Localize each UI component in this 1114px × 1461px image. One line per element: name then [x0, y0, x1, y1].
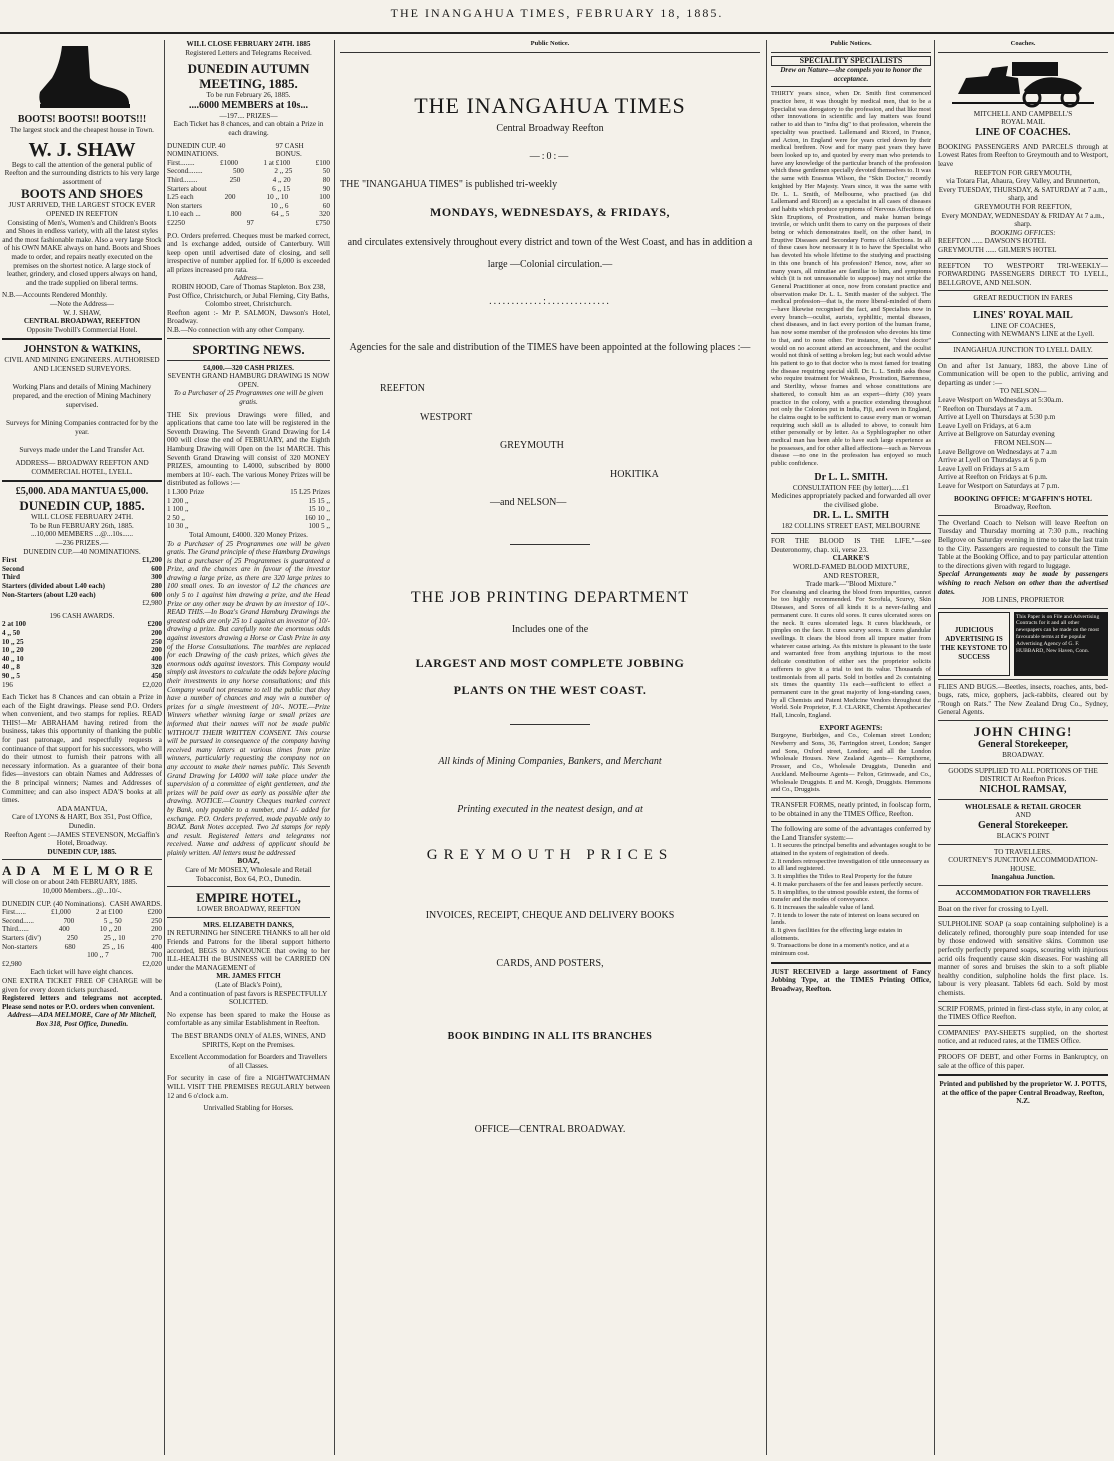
table-row: 2 50 ,, 160 10 ,, — [167, 513, 330, 522]
shaw-intro: Begs to call the attention of the general public of Reefton and the surrounding districts to his very large assortment of — [4, 160, 160, 186]
c5-courtney: COURTNEY'S JUNCTION ACCOMMODATION-HOUSE. — [948, 856, 1098, 873]
c3-jp-sub: Includes one of the — [511, 623, 589, 635]
empire-title: EMPIRE HOTEL, — [196, 890, 301, 906]
table-row: Starters (divided about L40 each) 280 — [2, 581, 162, 590]
c5-to-nelson: TO NELSON— — [999, 387, 1047, 396]
melmore: ADA MELMORE — [2, 863, 158, 879]
table-row: 1 100 ,, 15 10 ,, — [167, 505, 330, 514]
jw-p2: Surveys for Mining Companies contracted for by the year. — [6, 419, 158, 436]
c5-gen: General Storekeeper. — [978, 820, 1068, 832]
c4-title: SPECIALITY SPECIALISTS — [771, 56, 931, 67]
c2-title: DUNEDIN AUTUMN MEETING, 1885. — [187, 61, 310, 92]
ada-head: £5,000. ADA MANTUA £5,000. — [15, 486, 149, 498]
jw-sub: CIVIL AND MINING ENGINEERS. AUTHORISED AND LICENSED SURVEYORS. — [4, 356, 160, 373]
c2-cup-body: P.O. Orders preferred. Cheques must be marked correct, and 1s exchange added, outside of Canterbury. Will keep open until advertised date of closing, and sell irrespective of number applied for. If 6,000 is exceeded all prizes increased pro rata. — [167, 231, 330, 274]
c5-g2r-body: Every MONDAY, WEDNESDAY & FRIDAY At 7 a.m., sharp. — [941, 211, 1105, 229]
list-item: Arrive at Lyell on Thursdays at 6 p.m — [938, 456, 1047, 465]
c5-lines-conn: Connecting with NEWMAN'S LINE at the Lyell. — [951, 330, 1095, 339]
table-row: First...... £1,000 2 at £100 £200 — [2, 908, 162, 917]
table-row: 40 ,, 8 320 — [2, 663, 162, 672]
c5-accom: ACCOMMODATION FOR TRAVELLERS — [955, 889, 1091, 897]
c4-smith2: DR. L. L. SMITH — [812, 509, 890, 521]
table-row: First........ £1000 1 at £100 £100 — [167, 158, 330, 167]
c2-prizes: —197.... PRIZES— — [219, 111, 278, 120]
c3-jp-cards: CARDS, AND POSTERS, — [496, 958, 604, 970]
c5-joblines: JOB LINES, PROPRIETOR — [981, 596, 1065, 605]
dc-care: Care of LYONS & HART, Box 351, Post Office, Dunedin. — [11, 813, 153, 830]
sp-body: THE Six previous Drawings were filled, and applications that came too late will be registered in the Seventh Drawing. The Seventh Grand Drawing for L4 000 will close the end of FEBRUARY, and the Eighth Hamburg Drawing will Open on the 1st MARCH. This Seventh Grand Drawing will consist of 320 MONEY PRIZES, amounting to L4000, subscribed by 8000 members at 10/- each. The various Money Prizes will be distributed as follows :— — [167, 410, 330, 488]
mm-chances: Each ticket will have eight chances. — [30, 968, 134, 977]
c4-tm: Trade mark—"Blood Mixture." — [805, 580, 897, 589]
c4-tr-list — [771, 842, 931, 958]
c4-restorer: AND RESTORER, — [823, 571, 879, 580]
c5-reduction: GREAT REDUCTION IN FARES — [973, 294, 1073, 303]
list-item: Leave Westport on Wednesdays at 5:30a.m. — [938, 396, 1064, 405]
fitch-title: MR. JAMES FITCH — [216, 972, 281, 981]
c5-sulph: SULPHOLINE SOAP (a soap containing sulpholine) is a delicately refined, thoroughly pure soap intended for use by those endowed with sensitive skins. Common use perfectly perfectly prepared soaps, scouring with injurious acrid oils frequently cause skin diseases. For washing all manner of sores and bruises the skin to a soft pliable healthy condition, sulpholine holds the first place. 1s. labour is very pleasant. Tablets 6d each. Sold by most chemists. — [938, 920, 1108, 997]
shaw-addr2: CENTRAL BROADWAY, REEFTON — [23, 317, 141, 326]
table-row: Non starters 10 ,, 6 60 — [167, 201, 330, 210]
c3-jp-bind: BOOK BINDING IN ALL ITS BRANCHES — [447, 1030, 653, 1042]
c5-blacks: BLACK'S POINT — [996, 832, 1050, 841]
list-item: 3. It simplifies the Titles to Real Property for the future — [771, 873, 913, 881]
c2-addr: ROBIN HOOD, Care of Thomas Stapleton. Box 238, Post Office, Christchurch, or Jubal Fleming, City Baths, Colombo street, Christchurch. — [167, 283, 330, 309]
c5-scrip: SCRIP FORMS, printed in first-class style, in any color, at the TIMES Office Reefton. — [938, 1004, 1108, 1022]
table-row: £2,980 £2,020 — [2, 959, 162, 968]
c3-circ: and circulates extensively throughout every district and town of the West Coast, and has in addition a large —Colonial circulation.— — [347, 237, 753, 271]
fitch-p3: The BEST BRANDS ONLY of ALES, WINES, AND SPIRITS, Kept on the Premises. — [171, 1031, 326, 1049]
list-item: " Reefton on Thursdays at 7 a.m. — [938, 404, 1033, 413]
table-row: L25 each 200 10 ,, 10 100 — [167, 193, 330, 202]
sp-sign: BOAZ, — [237, 857, 260, 866]
list-item: 4. It make purchasers of the fee and leases perfectly secure. — [771, 880, 923, 888]
list-item: 5. It simplifies, to the utmost possible extent, the forms of transfer and the modes of conveyance. — [771, 888, 919, 904]
c5-lines-sub: LINE OF COACHES, — [990, 321, 1056, 330]
list-item: 8. It gives facilities for the effecting large estates in allotments. — [771, 927, 903, 942]
c5-overland: The Overland Coach to Nelson will leave Reefton on Tuesday and Thursday morning at 7:30 p.m., reaching Bellgrove on Saturday evening in time to take the last train to the City. Passengers are requested to consult the Time Table at the Booking Office, and to pay particular attention to the directions given with regard to luggage. — [938, 518, 1108, 570]
table-row: Second...... 700 5 ,, 50 250 — [2, 916, 162, 925]
dc-run: To be Run FEBRUARY 26th, 1885. — [30, 521, 134, 530]
table-row: 1 200 ,, 15 15 ,, — [167, 496, 330, 505]
list-item: Leave Lyell on Fridays, at 6 a.m — [938, 421, 1032, 430]
c3-loc3: GREYMOUTH — [500, 440, 564, 452]
mm-head: DUNEDIN CUP. (40 Nominations). CASH AWARDS. — [2, 899, 162, 908]
boots-title: BOOTS! BOOTS!! BOOTS!!! — [17, 114, 147, 125]
dc-table — [2, 556, 162, 608]
masthead: THE INANGAHUA TIMES, FEBRUARY 18, 1885. — [390, 6, 724, 20]
list-item: 2. It renders retrospective investigation of title unnecessary as to all land registered. — [771, 857, 930, 873]
c4-smith: Dr L. L. SMITH. — [814, 471, 888, 483]
c5-jan: On and after 1st January, 1883, the above Line of Communication will be open to the public, arriving and departing as under :— — [938, 361, 1108, 387]
column-4 — [771, 40, 931, 1455]
table-row: £2250 97 £750 — [167, 218, 330, 227]
c2-close: WILL CLOSE FEBRUARY 24TH. 1885 — [186, 40, 311, 48]
c5-ching-sub: General Storekeeper, — [978, 739, 1068, 751]
table-row: 4 ,, 50 200 — [2, 628, 162, 637]
column-divider — [334, 40, 335, 1455]
c4-blood: FOR THE BLOOD IS THE LIFE."—see Deuteronomy, chap. xii, verse 23. — [771, 537, 931, 554]
jw-p3: Surveys made under the Land Transfer Act. — [19, 446, 145, 455]
fitch-body: And a continuation of past favors is RESPECTFULLY SOLICITED. — [169, 989, 328, 1007]
jw-addr: ADDRESS— BROADWAY REEFTON AND COMMERCIAL HOTEL, LYELL. — [15, 459, 149, 476]
danks-body: IN RETURNING her SINCERE THANKS to all her old Friends and Patrons for the liberal support hitherto accorded, BEGS to ANNOUNCE that owing to her ILL-HEALTH the BUSINESS will be CARRIED ON under the MANAGEMENT of — [167, 929, 330, 972]
dc-prizes: —236 PRIZES.— — [55, 539, 109, 547]
c3-jp-big: LARGEST AND MOST COMPLETE JOBBING — [415, 655, 685, 670]
table-row: L10 each ... 800 64 ,, 5 320 — [167, 210, 330, 219]
table-row: Non-Starters (about L20 each) 600 — [2, 590, 162, 599]
c5-times2 — [938, 448, 1108, 491]
column-divider — [766, 40, 767, 1455]
list-item: 1. It secures the principal benefits and advantages sought to be attained in the system of registration of deeds. — [771, 842, 931, 858]
dc-sign: ADA MANTUA, — [56, 804, 108, 813]
c2-run: To be run February 26, 1885. — [206, 91, 291, 100]
c5-paper: This Paper is on File and Advertising Contracts for it and all other newspapers can be made on the most favourable terms at the popular Advertising Agency of G. F. HUBBARD, New Haven, Conn. — [1014, 612, 1108, 676]
mm-addr: Address—ADA MELMORE, Care of Mr Mitchell, Box 318, Post Office, Dunedin. — [7, 1011, 157, 1028]
table-row: 40 ,, 10 400 — [2, 654, 162, 663]
shaw-addr3: Opposite Twohill's Commercial Hotel. — [26, 325, 138, 334]
c5-times1 — [938, 396, 1108, 439]
c4-addr: 182 COLLINS STREET EAST, MELBOURNE — [781, 521, 921, 530]
c5-from-nelson: FROM NELSON— — [994, 439, 1052, 447]
shaw-addr1: W. J. SHAW, — [63, 308, 101, 317]
list-item: Arrive at Bellgrove on Saturday evening — [938, 430, 1055, 439]
c3-header: Public Notice. — [530, 40, 570, 47]
dc-awards-table — [2, 620, 162, 689]
c3-jp-office: OFFICE—CENTRAL BROADWAY. — [474, 1123, 626, 1135]
table-row: 196 £2,020 — [2, 680, 162, 689]
c3-sub: Central Broadway Reefton — [496, 122, 604, 134]
dc-nom: DUNEDIN CUP.—40 NOMINATIONS. — [23, 547, 141, 556]
table-row: First £1,200 — [2, 556, 162, 565]
fitch-p4: Excellent Accommodation for Boarders and Travellers of all Classes. — [169, 1053, 328, 1070]
shaw-arrived: JUST ARRIVED, THE LARGEST STOCK EVER OPENED IN REEFTON — [8, 201, 156, 218]
c5-goods: GOODS SUPPLIED TO ALL PORTIONS OF THE DISTRICT At Reefton Prices. — [948, 766, 1098, 784]
c2-tickets: Each Ticket has 8 chances, and can obtain a Prize in each drawing. — [173, 120, 324, 137]
c3-loc1: REEFTON — [380, 382, 425, 394]
c4-transfer: TRANSFER FORMS, neatly printed, in foolscap form, to be obtained in any the TIMES Office, Reefton. — [771, 800, 931, 818]
c4-fee: CONSULTATION FEE (by letter)......£1 — [792, 483, 910, 492]
c2-members: ....6000 MEMBERS at 10s... — [189, 99, 308, 111]
boot-icon — [32, 44, 132, 110]
table-row: Third........ 250 4 ,, 20 80 — [167, 175, 330, 184]
c4-mixture: WORLD-FAMED BLOOD MIXTURE, — [792, 562, 910, 571]
c5-proofs: PROOFS OF DEBT, and other Forms in Bankruptcy, on sale at the office of this paper. — [938, 1052, 1108, 1070]
dc-members: ...10,000 MEMBERS ...@...10s...... — [30, 530, 134, 539]
list-item: Leave Lyell on Fridays at 5 a.m — [938, 464, 1030, 473]
c5-bo: BOOKING OFFICE: M'GAFFIN'S HOTEL — [954, 494, 1092, 503]
fitch-p2: No expense has been spared to make the House as comfortable as any similar Establishment in Reefton. — [167, 1010, 330, 1028]
c3-loc2: WESTPORT — [420, 411, 473, 423]
sp-total: Total Amount, £4000. 320 Money Prizes. — [189, 530, 308, 539]
table-row: 2 at 100 £200 — [2, 620, 162, 629]
shaw-note: —Note the Address— — [50, 299, 114, 308]
list-item: Leave Bellgrove on Wednesdays at 7 a.m — [938, 447, 1057, 456]
list-item: Arrive at Reefton on Fridays at 6 p.m. — [938, 473, 1048, 482]
column-5 — [938, 40, 1108, 1455]
table-row: Third...... 400 10 ,, 20 200 — [2, 925, 162, 934]
table-row: £2,980 — [142, 599, 162, 608]
c3-jp-invoices: INVOICES, RECEIPT, CHEQUE AND DELIVERY BOOKS — [425, 909, 675, 921]
c3-jp-prices: GREYMOUTH PRICES — [426, 847, 674, 864]
column-divider — [164, 40, 165, 1455]
c5-flies: FLIES AND BUGS.—Beetles, insects, roaches, ants, bed-bugs, rats, mice, gophers, jack-rabbits, cleared out by "Rough on Rats." The New Zealand Drug Co., Sydney, General Agents. — [938, 682, 1108, 717]
dc-close: WILL CLOSE FEBRUARY 24TH. — [30, 513, 134, 522]
c5-ad-row — [938, 612, 1108, 676]
c3-dots2: ............:.............. — [489, 296, 611, 308]
fitch-p6: Unrivalled Stabling for Horses. — [203, 1104, 294, 1113]
sp-care: Care of Mr MOSELY, Wholesale and Retail Tobacconist, Box 64, P.O., Dunedin. — [185, 866, 312, 883]
list-item: 9. Transactions be done in a moment's notice, and at a minimum cost. — [771, 942, 909, 958]
c3-title: THE INANGAHUA TIMES — [414, 92, 686, 118]
c5-r2g-body: via Totara Flat, Ahaura, Grey Valley, and Brunnerton, Every TUESDAY, THURSDAY, & SATURDAY at 7 a.m., sharp, and — [938, 177, 1108, 203]
c4-export-body: Burgoyne, Burbidges, and Co., Coleman street London; Newberry and Sons, 36, Farringdon street, London; Sanger and Sons, Oxford street, London; and all the London Wholesale Houses. New Zealand Agents— Kempthorne, Prosser, and Co., Wholesale Druggists, Dunedin and Auckland. Melbourne Agents— Felton, Grimwade, and Co., Wholesale Druggists. E and M. Keogh, Druggists. Hemmons and Co., Druggists. — [771, 732, 931, 794]
dc2-title: DUNEDIN CUP, 1885. — [47, 847, 117, 856]
c5-bo-sub: Broadway, Reefton. — [994, 503, 1052, 512]
sp-body2: To a Purchaser of 25 Programmes one will be given gratis. The Grand principle of these Hamburg Drawings is that a purchaser of 25 Programmes is guaranteed a Prize, and the chances are in favour of the investor drawing a large prize, as there are 320 large prizes to 100 small ones. To an investor of L2 the chances are only 5 to 1 against him drawing a prize, and the Head Prize or any other may be drawn by an investor of 10/-. READ THIS.—In Boaz's Grand Hamburg Drawings the greatest odds are only 25 to 1 against an investor of 10/- drawing a prize. But carefully note the enormous odds against investors drawing a Horse or Cash Prize in any of the Horse Consultations. The marbles are replaced for each Drawing of the cash prizes, which gives the enormous odds against investors. This Company would simply ask investors to calculate the odds before placing their investments in any horse consultations; and this Company would not presume to tell the public that they have a number of chances and may win a number of prizes for a single investment of 10/-. NOTE.—Prize Winners whether winning large or small prizes are informed that their names will not be made public WITHOUT THEIR WRITTEN CONSENT. This course will be pursued in consequence of the company having received many letters at various times from prize winners, particularly requesting the company not on any account to make their names public. This Seventh Grand Drawing for L4000 will take place under the supervision of a committee of eight gentlemen, and the prizes will be paid over as early as possible after the drawing. NOTICE.—Country Cheques marked correct by Bank, only payable to a number, and 1/- added for exchange. P.O. Orders preferred, made payable only to BOAZ. Bank Notes accepted. Two 2d stamps for reply and result. Registered letters and telegrams not received. Name and address of applicant should be plainly written. All letters must be addressed — [167, 539, 330, 857]
c4-cl-body: For cleansing and clearing the blood from impurities, cannot be too highly recommended. For Scrofula, Scurvy, Skin Diseases, and Sores of all kinds it is a never-failing and permanent cure. It cures old sores. It cures ulcerated sores on the neck. It cures ulcerated legs. It cures blackheads, or pimples on the face. It cures scurvy sores. It cures glandular swellings. It clears the blood from all impure matter from whatever cause arising. As this mixture is pleasant to the taste and warranted free from anything injurious to the most delicate constitution of either sex the proprietor solicits sufferers to give it a trial to test its value. Thousands of testimonials from all parts. Sold in bottles and 2s containing six times the quantity 11s each—sufficient to effect a permanent cure in the great majority of long-standing cases, by all Chemists and Patent Medicine Vendors throughout the World. Sole Proprietor, F. J. CLARKE, Chemist Apothecaries' Hall, Lincoln, England. — [771, 588, 931, 720]
dc-agent: Reefton Agent :—JAMES STEVENSON, McGaffin's Hotel, Broadway. — [4, 830, 160, 848]
mm-reg: Registered letters and telegrams not accepted. Please send notes or P.O. orders when convenient. — [2, 994, 162, 1011]
c5-book-r: REEFTON ...... DAWSON'S HOTEL — [938, 237, 1047, 246]
shaw-nb: N.B.—Accounts Rendered Monthly. — [2, 291, 108, 300]
mm-extra: ONE EXTRA TICKET FREE OF CHARGE will be given for every dozen tickets purchased. — [2, 976, 162, 994]
c3-dots1: —:0:— — [529, 151, 571, 163]
c4-tr-intro: The following are some of the advantages conferred by the Land Transfer system:— — [771, 825, 931, 842]
c5-special: Special Arrangements may be made by passengers wishing to reach Nelson on other than the advertised dates. — [938, 570, 1108, 596]
c5-book-off: BOOKING OFFICES: — [990, 228, 1056, 237]
c5-ching: JOHN CHING! — [973, 724, 1073, 740]
keystone-badge: JUDICIOUS ADVERTISING IS THE KEYSTONE TO SUCCESS — [938, 612, 1010, 676]
jw-p1: Working Plans and details of Mining Machinery prepared, and the erection of Mining Machinery supervised. — [12, 383, 152, 409]
dc-awards: 196 CASH AWARDS. — [49, 611, 115, 620]
c5-r2g: REEFTON FOR GREYMOUTH, — [974, 168, 1072, 177]
c2-cup-head: DUNEDIN CUP. 40 NOMINATIONS. 97 CASH BONUS. — [167, 141, 304, 159]
c5-booking: BOOKING PASSENGERS AND PARCELS through at Lowest Rates from Reefton to Greymouth and to Westport, leave — [938, 142, 1108, 168]
fitch-p5: For security in case of fire a NIGHTWATCHMAN WILL VISIT THE PREMISES REGULARLY between 12 and 6 o'clock a.m. — [167, 1074, 330, 1100]
table-row: Third 300 — [2, 573, 162, 582]
c2-agent: Reefton agent :- Mr P. SALMON, Dawson's Hotel, Broadway. — [167, 308, 330, 326]
danks-title: MRS. ELIZABETH DANKS, — [203, 920, 294, 929]
sp-table — [167, 488, 330, 531]
c5-printed: Printed and published by the proprietor W. J. POTTS, at the office of the paper Central Broadway, Reefton, N.Z. — [939, 1080, 1107, 1106]
c5-ching-bw: BROADWAY. — [1002, 751, 1044, 760]
c3-loc4: HOKITIKA — [610, 468, 659, 480]
sporting-title: SPORTING NEWS. — [192, 341, 305, 357]
c5-lines: LINES' ROYAL MAIL — [973, 309, 1073, 321]
c3-jp-big2: PLANTS ON THE WEST COAST. — [453, 682, 647, 697]
table-row: Starters (div') 250 25 ,, 10 270 — [2, 933, 162, 942]
table-row: Second 600 — [2, 564, 162, 573]
list-item: Arrive at Lyell on Thursdays at 5:30 p.m — [938, 413, 1056, 422]
c5-wholesale: WHOLESALE & RETAIL GROCER — [964, 802, 1082, 811]
c5-g2r: GREYMOUTH FOR REEFTON, — [974, 202, 1072, 211]
table-row: Starters about 6 ,, 15 90 — [167, 184, 330, 193]
sp-title: SEVENTH GRAND HAMBURG DRAWING IS NOW OPEN. — [167, 372, 330, 389]
empire-sub: LOWER BROADWAY, REEFTON — [196, 905, 301, 914]
c3-jp-kinds: All kinds of Mining Companies, Bankers, and Merchant — [438, 756, 662, 768]
c5-courtney-sub: Inangahua Junction. — [991, 873, 1055, 882]
column-3 — [340, 40, 760, 1455]
shaw-name: W. J. SHAW — [28, 138, 136, 161]
c4-fee2: Medicines appropriately packed and forwarded all over the civilised globe. — [771, 492, 931, 510]
c5-and: AND — [1015, 811, 1031, 820]
c5-royal: ROYAL MAIL — [1001, 118, 1045, 127]
c5-nichol: NICHOL RAMSAY, — [979, 783, 1067, 795]
column-divider — [934, 40, 935, 1455]
c5-header: Coaches. — [1010, 40, 1036, 47]
c3-jp: THE JOB PRINTING DEPARTMENT — [410, 588, 690, 606]
c4-header: Public Notices. — [830, 40, 872, 47]
shaw-body: Consisting of Men's, Women's and Children's Boots and Shoes in endless variety, with all the latest styles and the most fashionable make. Also a very large Stock of his OWN MAKE always on hand. Boots and Shoes made to order, and repairs neatly executed on the premises on the shortest notice. A large stock of leather, grindery, and closed uppers always on hand, and the trade supplied on liberal terms. — [2, 218, 162, 287]
coach-icon — [948, 56, 1098, 108]
shaw-heading: BOOTS AND SHOES — [20, 186, 144, 202]
melmore-members: 10,000 Members...@...10/-. — [42, 886, 122, 895]
c4-just: JUST RECEIVED a large assortment of Fancy Jobbing Type, at the TIMES Printing Office, Broadway, Reefton. — [771, 967, 931, 994]
table-row: 10 ,, 20 200 — [2, 646, 162, 655]
c3-jp-print: Printing executed in the neatest design, and at — [457, 804, 643, 816]
mm-table — [2, 908, 162, 968]
c2-reg: Registered Letters and Telegrams Received. — [185, 48, 312, 57]
melmore-close: will close on or about 24th FEBRUARY, 1885. — [2, 878, 138, 887]
c5-cobb: MITCHELL AND CAMPBELL'S — [973, 109, 1073, 118]
sp-purchaser: To a Purchaser of 25 Programmes one will be given gratis. — [173, 389, 324, 406]
c3-loc5: —and NELSON— — [490, 497, 567, 509]
c3-agencies: Agencies for the sale and distribution of the TIMES have been appointed at the following places :— — [349, 341, 751, 353]
dc-title: DUNEDIN CUP, 1885. — [19, 498, 145, 514]
sp-head: £4,000.—320 CASH PRIZES. — [203, 363, 294, 372]
c2-cup-table — [167, 159, 330, 228]
c5-line: LINE OF COACHES. — [975, 126, 1071, 138]
c3-days: MONDAYS, WEDNESDAYS, & FRIDAYS, — [430, 204, 670, 219]
c2-addr-label: Address— — [233, 274, 264, 283]
c5-junction: INANGAHUA JUNCTION TO LYELL DAILY. — [953, 346, 1093, 355]
c5-boat: Boat on the river for crossing to Lyell. — [938, 904, 1049, 913]
boots-sub: The largest stock and the cheapest house in Town. — [10, 126, 154, 134]
masthead-rule — [0, 32, 1114, 34]
c5-companies: COMPANIES' PAY-SHEETS supplied, on the shortest notice, and at reduced rates, at the TIMES Office. — [938, 1028, 1108, 1046]
table-row: Second........ 500 2 ,, 25 50 — [167, 167, 330, 176]
list-item: 7. It tends to lower the rate of interest on loans secured on lands. — [771, 911, 920, 927]
table-row: Non-starters 680 25 ,, 16 400 — [2, 942, 162, 951]
c5-book-g: GREYMOUTH ...... GILMER'S HOTEL — [938, 245, 1057, 254]
jw-title: JOHNSTON & WATKINS, — [23, 344, 141, 356]
c3-pub1: THE "INANGAHUA TIMES" is published tri-weekly — [340, 178, 558, 190]
table-row: 1 L300 Prize 15 L25 Prizes — [167, 487, 330, 496]
column-2 — [167, 40, 330, 1455]
c2-nb: N.B.—No connection with any other Company. — [167, 326, 305, 335]
c5-trav: TO TRAVELLERS. — [994, 847, 1052, 856]
table-row: 90 ,, 5 450 — [2, 671, 162, 680]
c4-body: THIRTY years since, when Dr. Smith first commenced practice here, it was thought by medical men, that to be a Specialist was derogatory to the profession, and that like most other innovations in scientific and lay matters was found rather to aid than to "infra dig" to that profession, wherein the speciality was practised. Lallemand and Ricord, in France, and Acton, in England were for years cried down by their medical brethren. Now and for many past years they have been looked up to, and quoted by every man who pretends to have any knowledge of the particular branch of the profession which these gentlemen specially devoted themselves to. It was the same with Erasmus Wilson, the "Skin Doctor," recently knighted by Her Majesty. Years since, it was the same with Dr. L. L. Smith, of Melbourne, who practised (as did Lallemand and Ricord) as a specialist in all cases of diseases and habits which produce symptoms of Nervous Affections of Skin Eruptions, of Prostration, and make human beings invirile, or which unfit them to carry on the purposes of their being or which demonstrates itself, on the other hand, in Eruptive Diseases and Secondary Forms of Affections. In all of these cases how necessary it is to have the Specialist who has devoted his whole lifetime to the studying and practising in this one branch of his profession? Hence, now, after so many years, all minutiae are familiar to him, and symptoms which (it is not unreasonable to suppose) may not strike the General Practitioner at once, now from constant practice and observation make Dr. L. L. Smith master of the subject. The medical profession—that is, the more liberal-minded of them—have likewise recognised the fact, and Specialists now in every branch—oculist, aurists, syphilitic, mental diseases, chest diseases, and in fact every portion of the human frame, has now some member of the profession who devotes his time to that, and to none other. For instance, the "chest doctor" would on no account attend an accouchment, and the oculist would not think of setting a broken leg; but each would advise his patient to go to that doctor who is most famed for treating the disease requiring special skill. Dr. L. L. Smith asks those who require treatment for Weakness, Prostration, Barrenness, and Sterility, whose frames and whose constitutions are shattered, to consult him as an expert—thirty (30) years practice in the colony, with a practice extending throughout not only the Colonies put in India, Fiji, and even in England, he claims ought to be sufficient to cause every man or woman requiring such skill as is alluded to above, to consult him either personally or by letter. As a Syphilographer no other medical man has been able to have such large experience as he possesses, and for other allied affections—such as Nervous disease —no one in the profession has enjoyed so much public confidence. — [771, 90, 931, 468]
fitch-sub: (Late of Black's Point), — [215, 981, 282, 989]
table-row: 10 30 ,, 100 5 ,, — [167, 522, 330, 531]
c4-export: EXPORT AGENTS: — [819, 723, 883, 732]
list-item: 6. It increases the saleable value of land. — [771, 903, 875, 911]
c5-westport: REEFTON TO WESTPORT TRI-WEEKLY—FORWARDING PASSENGERS DIRECT TO LYELL, BELLGROVE, AND NELSON. — [938, 261, 1108, 287]
c4-motto: Drew on Nature—she compels you to honor the acceptance. — [780, 66, 922, 83]
table-row: 10 ,, 25 250 — [2, 637, 162, 646]
c4-clarke: CLARKE'S — [832, 554, 870, 563]
dc-body: Each Ticket has 8 Chances and can obtain a Prize in each of the Eight drawings. Please send P.O. Orders when convenient, and two stamps for replies. READ THIS!—Mr ABRAHAM having retired from the business, takes this opportunity of thanking the public for past patronage, and respectfully requests a continuance of that support for his successors, who will do their utmost to furnish their patrons with all necessary information. As a guarantee of their bona fides—investors can obtain Names and Addresses of the 8 principal winners; Names and Addresses of Committee; and can also inspect ADA'S books at all times. — [2, 693, 162, 805]
table-row: 100 ,, 7 700 — [87, 951, 162, 960]
column-1 — [2, 40, 162, 1455]
list-item: Leave for Westport on Saturdays at 7 p.m. — [938, 481, 1060, 490]
